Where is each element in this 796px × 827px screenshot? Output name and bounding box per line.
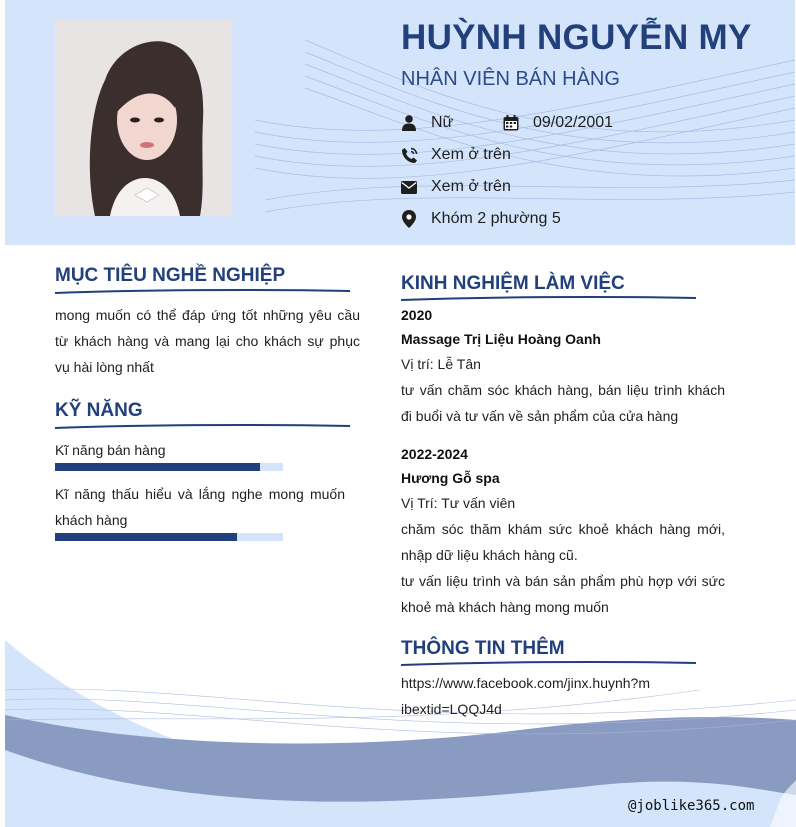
experience-year: 2020 bbox=[401, 307, 433, 323]
phone-row bbox=[400, 143, 511, 167]
experience-heading: KINH NGHIỆM LÀM VIỆC bbox=[401, 273, 625, 294]
address-row bbox=[400, 207, 561, 231]
skill-bar-fill bbox=[55, 533, 237, 541]
experience-position: Vị Trí: Tư vấn viên bbox=[401, 495, 516, 511]
experience-underline bbox=[401, 295, 696, 303]
gender-row bbox=[400, 111, 453, 135]
skills-heading: KỸ NĂNG bbox=[55, 400, 143, 421]
dob-value: 09/02/2001 bbox=[533, 114, 614, 131]
skill-bar-fill bbox=[55, 463, 260, 471]
skill-label: Kĩ năng thấu hiểu và lắng nghe mong muốn khách hàng bbox=[55, 486, 345, 528]
experience-position: Vị trí: Lễ Tân bbox=[401, 356, 481, 372]
skill-bar bbox=[55, 463, 283, 471]
objective-text: mong muốn có thể đáp ứng tốt những yêu cầu từ khách hàng và mang lại cho khách sự phục vụ hài lòng nhất bbox=[55, 307, 360, 375]
objective-heading: MỤC TIÊU NGHỀ NGHIỆP bbox=[55, 265, 286, 286]
skills-underline bbox=[55, 423, 350, 431]
candidate-name: HUỲNH NGUYỄN MY bbox=[401, 18, 752, 57]
phone-icon bbox=[400, 146, 418, 164]
facebook-link[interactable]: https://www.facebook.com/jinx.huynh?mibextid=LQQJ4d bbox=[401, 675, 651, 717]
profile-photo bbox=[55, 20, 232, 216]
skill-label: Kĩ năng bán hàng bbox=[55, 442, 166, 458]
envelope-icon bbox=[400, 178, 418, 196]
experience-year: 2022-2024 bbox=[401, 446, 468, 462]
extra-heading: THÔNG TIN THÊM bbox=[401, 638, 565, 659]
objective-underline bbox=[55, 288, 350, 296]
email-value: Xem ở trên bbox=[431, 178, 511, 195]
experience-company: Hương Gỗ spa bbox=[401, 470, 500, 486]
gender-value: Nữ bbox=[431, 114, 454, 131]
address-value: Khóm 2 phường 5 bbox=[431, 210, 561, 227]
job-title: NHÂN VIÊN BÁN HÀNG bbox=[401, 68, 620, 90]
experience-company: Massage Trị Liệu Hoàng Oanh bbox=[401, 331, 601, 347]
dob-row bbox=[502, 111, 613, 135]
email-row bbox=[400, 175, 511, 199]
experience-detail: tư vấn chăm sóc khách hàng, bán liệu trình khách đi buổi và tư vấn về sản phẩm của cửa hàng bbox=[401, 382, 725, 424]
bottom-decorative-waves bbox=[0, 620, 796, 827]
calendar-icon bbox=[502, 114, 520, 132]
map-pin-icon bbox=[400, 210, 418, 228]
user-icon bbox=[400, 114, 418, 132]
phone-value: Xem ở trên bbox=[431, 146, 511, 163]
extra-underline bbox=[401, 660, 696, 668]
skill-bar bbox=[55, 533, 283, 541]
experience-detail: tư vấn liệu trình và bán sản phẩm phù hợp với sức khoẻ mà khách hàng mong muốn bbox=[401, 573, 725, 615]
watermark: @joblike365.com bbox=[628, 798, 755, 814]
experience-detail: chăm sóc thăm khám sức khoẻ khách hàng mới, nhập dữ liệu khách hàng cũ. bbox=[401, 521, 725, 563]
